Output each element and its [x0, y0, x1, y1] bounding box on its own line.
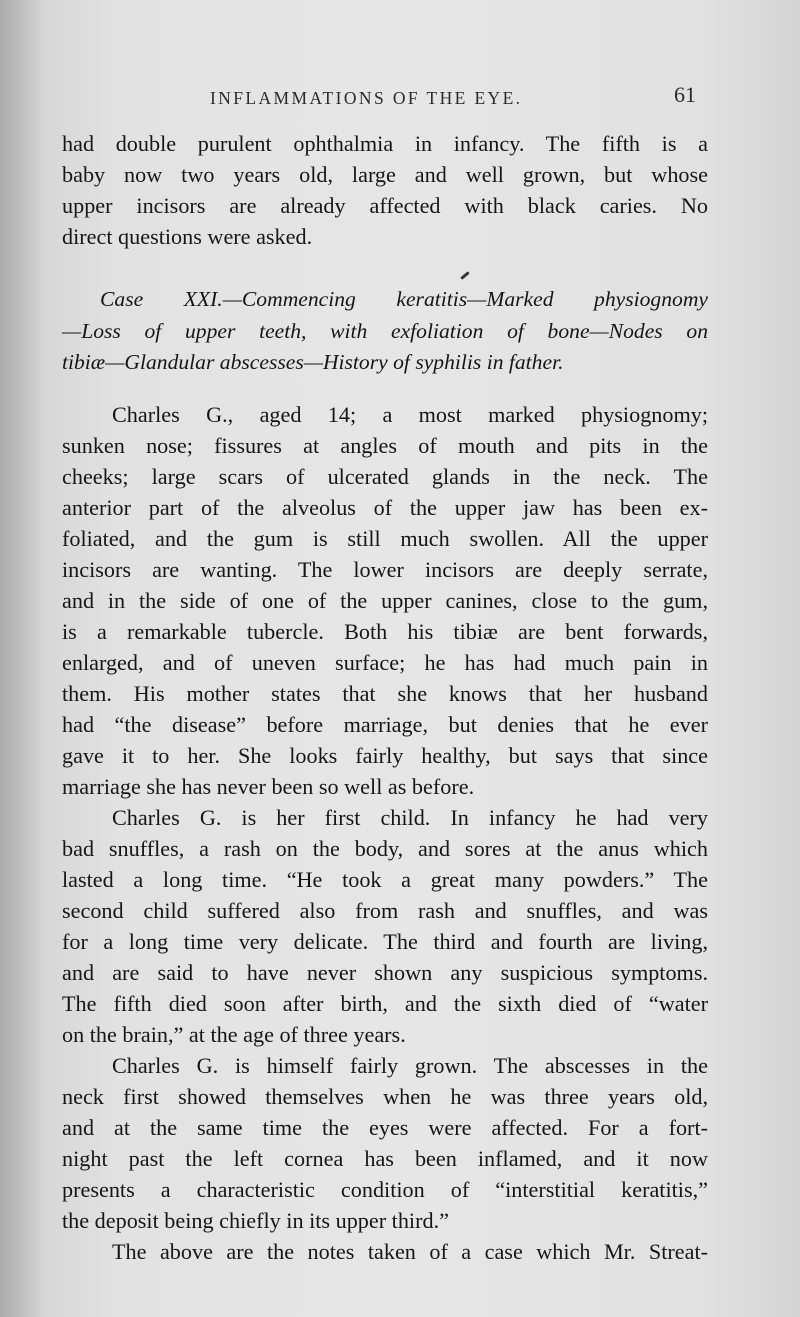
text-line: presents a characteristic condition of “interstitial keratitis,”	[62, 1176, 708, 1202]
text-line: and are said to have never shown any suspicious symptoms.	[62, 959, 708, 985]
case-heading	[62, 284, 708, 379]
text-line: bad snuffles, a rash on the body, and sores at the anus which	[62, 835, 708, 861]
text-line: the deposit being chiefly in its upper third.”	[62, 1207, 449, 1233]
paragraph-continuation	[62, 128, 708, 252]
text-line: The fifth died soon after birth, and the sixth died of “water	[62, 990, 708, 1016]
text-line: had double purulent ophthalmia in infancy. The fifth is a	[62, 131, 708, 156]
paragraph-case-notes	[62, 399, 708, 802]
text-line: incisors are wanting. The lower incisors are deeply serrate,	[62, 556, 708, 582]
text-line: on the brain,” at the age of three years.	[62, 1021, 406, 1047]
text-line: sunken nose; fissures at angles of mouth and pits in the	[62, 432, 708, 458]
text-line: baby now two years old, large and well grown, but whose	[62, 162, 708, 187]
text-line: Charles G., aged 14; a most marked physiognomy;	[112, 401, 708, 427]
text-line: enlarged, and of uneven surface; he has had much pain in	[62, 649, 708, 675]
text-line: is a remarkable tubercle. Both his tibiæ are bent forwards,	[62, 618, 708, 644]
text-line: and at the same time the eyes were affected. For a fort-	[62, 1114, 708, 1140]
running-head	[60, 84, 700, 116]
heading-line: Case XXI.—Commencing keratitis—Marked physiognomy	[100, 287, 708, 311]
text-line: had “the disease” before marriage, but denies that he ever	[62, 711, 708, 737]
body-text	[62, 128, 708, 1267]
text-line: cheeks; large scars of ulcerated glands in the neck. The	[62, 463, 708, 489]
text-line: night past the left cornea has been inflamed, and it now	[62, 1145, 708, 1171]
text-line: direct questions were asked.	[62, 224, 313, 249]
paragraph-present-condition	[62, 1050, 708, 1236]
text-line: foliated, and the gum is still much swollen. All the upper	[62, 525, 708, 551]
page-number: 61	[674, 82, 696, 107]
text-line: neck first showed themselves when he was three years old,	[62, 1083, 708, 1109]
heading-line: tibiæ—Glandular abscesses—History of syphilis in father.	[62, 350, 564, 374]
text-line: them. His mother states that she knows that her husband	[62, 680, 708, 706]
text-line: gave it to her. She looks fairly healthy, but says that since	[62, 742, 708, 768]
running-title: INFLAMMATIONS OF THE EYE.	[210, 88, 523, 108]
paragraph-closing	[62, 1236, 708, 1267]
text-line: Charles G. is himself fairly grown. The abscesses in the	[112, 1052, 708, 1078]
text-line: anterior part of the alveolus of the upper jaw has been ex-	[62, 494, 708, 520]
text-line: for a long time very delicate. The third and fourth are living,	[62, 928, 708, 954]
heading-line: —Loss of upper teeth, with exfoliation of bone—Nodes on	[62, 318, 708, 343]
paragraph-family-history	[62, 802, 708, 1050]
text-line: marriage she has never been so well as before.	[62, 773, 475, 799]
text-line: upper incisors are already affected with black caries. No	[62, 193, 708, 218]
text-line: second child suffered also from rash and snuffles, and was	[62, 897, 708, 923]
text-line: The above are the notes taken of a case which Mr. Streat-	[112, 1238, 708, 1264]
text-line: Charles G. is her first child. In infancy he had very	[112, 804, 708, 830]
text-line: lasted a long time. “He took a great many powders.” The	[62, 866, 708, 892]
text-line: and in the side of one of the upper canines, close to the gum,	[62, 587, 708, 613]
